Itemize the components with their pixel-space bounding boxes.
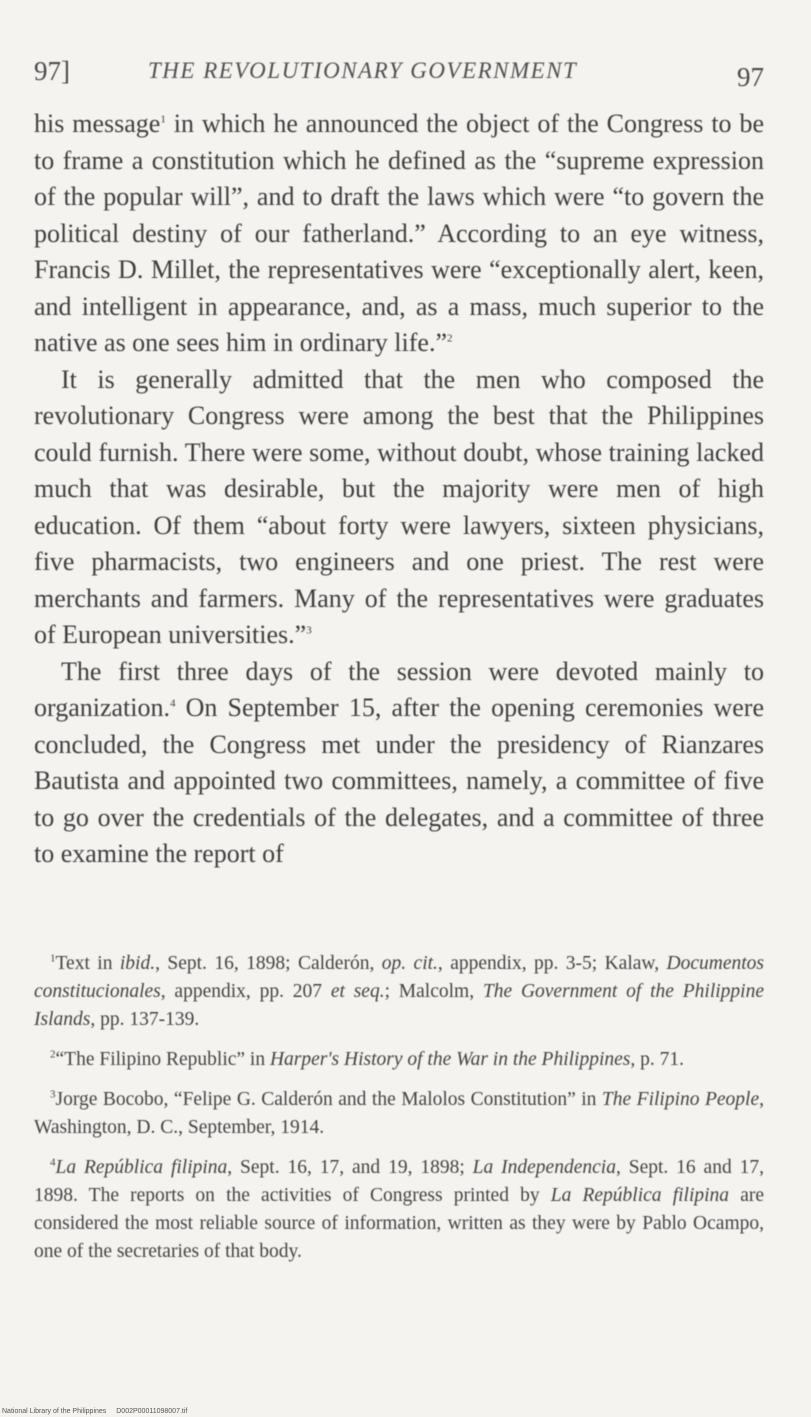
footnotes [34, 950, 764, 1278]
running-title: THE REVOLUTIONARY GOVERNMENT [148, 58, 578, 83]
right-page-number: 97 [737, 62, 764, 92]
paragraph-1: his message$^1$ in which he announced the object of the Congress to be to frame a constitution which he defined as the “supreme expression of the popular will”, and to draft the laws which were “to govern the political destiny of our fatherland.” According to an eye witness, Francis D. Millet, the representatives were “exceptionally alert, keen, and intelligent in appearance, and, as a mass, much superior to the native as one sees him in ordinary life.”$^2$ [34, 109, 765, 357]
scan-identifier: D002P00011098007.tif [116, 1408, 188, 1415]
paragraph-3: The first three days of the session were devoted mainly to organization.$^4$ On September 15, after the opening ceremonies were concluded, the Congress met under the presidency of Rianzares Bautista and appointed two committees, namely, a committee of five to go over the credentials of the delegates, and a committee of three to examine the report of [34, 656, 764, 868]
footnote-3: $^3$Jorge Bocobo, “Felipe G. Calderón and the Malolos Constitution” in The Filipino People, Washington, D. C., September, 1914. [34, 1088, 765, 1138]
page-header [34, 56, 764, 96]
footnote-ref: 2 [446, 332, 453, 345]
footnote-ref: 4 [169, 697, 176, 710]
library-name: National Library of the Philippines [2, 1408, 107, 1415]
footnote-1: $^1$Text in ibid., Sept. 16, 1898; Calderón, op. cit., appendix, pp. 3-5; Kalaw, Documentos constitucionales, appendix, pp. 207 et seq.; Malcolm, The Government of the Philippine Islands, pp. 137-139. [34, 952, 765, 1030]
scan-credit [2, 1408, 187, 1415]
left-page-number: 97] [34, 56, 70, 86]
paragraph-2: It is generally admitted that the men who composed the revolutionary Congress were among the best that the Philippines could furnish. There were some, without doubt, whose training lacked much that was desirable, but the majority were men of high education. Of them “about forty were lawyers, sixteen physicians, five pharmacists, two engineers and one priest. The rest were merchants and farmers. Many of the representatives were graduates of European universities.”$^3$ [34, 364, 764, 649]
footnote-2: $^2$“The Filipino Republic” in Harper's History of the War in the Philippines, p. 71. [50, 1048, 684, 1070]
footnote-4: $^4$La República filipina, Sept. 16, 17, and 19, 1898; La Independencia, Sept. 16 and 17, 1898. The reports on the activities of Congress printed by La República filipina are considered the most reliable source of information, written as they were by Pablo Ocampo, one of the secretaries of that body. [34, 1156, 764, 1262]
footnote-ref: 1 [160, 113, 166, 126]
footnote-ref: 3 [306, 624, 312, 637]
body-text [34, 106, 764, 873]
